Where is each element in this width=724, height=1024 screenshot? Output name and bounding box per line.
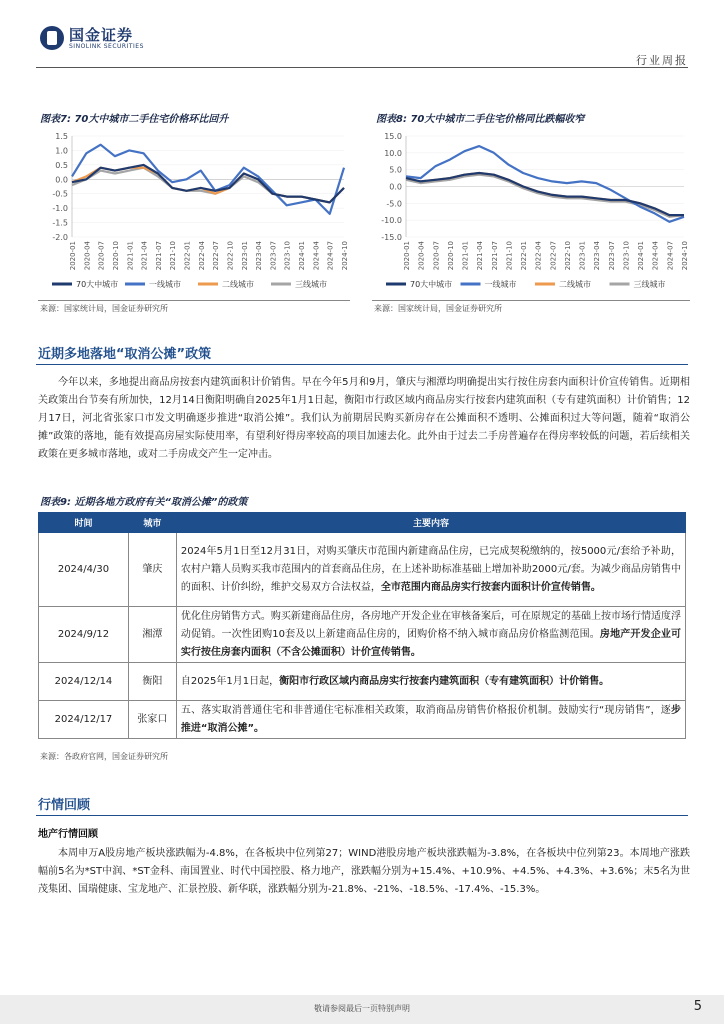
- figure8-x-tick-label: 2020-01: [403, 241, 411, 271]
- figure7-x-tick-label: 2022-07: [212, 241, 221, 271]
- figure7-x-tick-label: 2022-01: [183, 241, 192, 271]
- figure7-y-tick-label: -1.5: [52, 218, 68, 228]
- table-header-date: 时间: [39, 513, 129, 533]
- figure8-x-tick-label: 2022-07: [549, 241, 558, 271]
- policy-table: [38, 512, 686, 739]
- figure7-y-tick-label: 1.0: [55, 146, 68, 156]
- figure8-y-tick-label: 0.0: [389, 182, 402, 192]
- figure7-x-tick-label: 2021-04: [140, 241, 149, 271]
- figure7-legend-label: 一线城市: [149, 280, 181, 289]
- row-content-plain: 优化住房销售方式。购买新建商品住房，各房地产开发企业在审核备案后，可在原规定的基础上按市场行情适度浮动促销。一次性团购10套及以上新建商品住房的，团购价格不纳入城市商品房价格监测范围。: [180, 610, 681, 640]
- figure8-x-tick-label: 2021-07: [490, 241, 499, 271]
- table-row: [39, 533, 686, 607]
- figure7-y-tick-label: 0.0: [55, 175, 68, 185]
- figure7-y-tick-label: -1.0: [52, 204, 68, 214]
- figure7-source-divider: [38, 300, 350, 301]
- figure8-x-tick-label: 2021-10: [505, 241, 514, 271]
- figure8-x-tick-label: 2023-01: [578, 241, 587, 271]
- figure7-x-tick-label: 2020-07: [97, 241, 106, 271]
- row-date: 2024/12/17: [39, 701, 129, 739]
- header-divider: [36, 67, 688, 68]
- figure9-source: 来源：各政府官网，国金证券研究所: [40, 752, 168, 761]
- figure7-x-tick-label: 2024-10: [341, 241, 349, 271]
- figure8-legend-label: 三线城市: [633, 280, 666, 289]
- row-content: [176, 533, 685, 607]
- report-type: 行业周报: [636, 54, 688, 67]
- figure8-x-tick-label: 2020-10: [446, 241, 455, 271]
- table-row: [39, 663, 686, 701]
- figure7-legend-label: 70大中城市: [76, 280, 119, 289]
- figure8-x-tick-label: 2024-07: [666, 241, 675, 271]
- figure7-legend-label: 三线城市: [295, 280, 327, 289]
- figure7-x-tick-label: 2020-04: [83, 241, 92, 271]
- row-city: 湘潭: [128, 607, 176, 663]
- section-title-cancel-shared-area: 近期多地落地“取消公摊”政策: [38, 347, 212, 362]
- footer-disclaimer: 敬请参阅最后一页特别声明: [314, 1004, 410, 1013]
- figure8-y-tick-label: -5.0: [386, 199, 402, 209]
- figure8-chart: [372, 130, 690, 295]
- figure8-legend-label: 二线城市: [559, 280, 591, 289]
- figure8-x-tick-label: 2022-10: [563, 241, 572, 271]
- figure7-x-tick-label: 2022-10: [226, 241, 235, 271]
- page-header: [0, 0, 724, 70]
- row-city: 张家口: [128, 701, 176, 739]
- figure8-source-divider: [372, 300, 690, 301]
- figure7-y-tick-label: 0.5: [55, 160, 68, 170]
- row-date: 2024/9/12: [39, 607, 129, 663]
- row-content-bold: 房地产开发企业可实行按住房套内面积（不含公摊面积）计价宣传销售。: [180, 628, 681, 658]
- section-title-market-review: 行情回顾: [38, 798, 91, 813]
- row-city: 衡阳: [128, 663, 176, 701]
- figure7-x-tick-label: 2023-01: [240, 241, 249, 271]
- figure8-source: 来源：国家统计局，国金证券研究所: [374, 304, 502, 313]
- figure8-svg: [372, 130, 690, 295]
- company-logo: [40, 26, 144, 50]
- table-row: [39, 701, 686, 739]
- figure8-title: 图表8: 70大中城市二手住宅价格同比跌幅收窄: [376, 114, 585, 125]
- figure8-legend-label: 70大中城市: [410, 280, 453, 289]
- figure7-x-tick-label: 2023-07: [269, 241, 278, 271]
- row-content: [176, 607, 685, 663]
- figure7-x-tick-label: 2022-04: [197, 241, 206, 271]
- figure8-y-tick-label: 10.0: [384, 148, 402, 158]
- logo-name-cn: 国金证券: [69, 25, 134, 44]
- figure7-x-tick-label: 2023-10: [283, 241, 292, 271]
- table-header-content: 主要内容: [176, 513, 685, 533]
- figure8-x-tick-label: 2021-01: [461, 241, 470, 271]
- row-content-bold: 衡阳市行政区域内商品房实行按套内建筑面积（专有建筑面积）计价销售。: [279, 675, 610, 687]
- figure8-series-line: [406, 146, 684, 222]
- figure7-chart: [38, 130, 350, 295]
- figure8-x-tick-label: 2024-10: [681, 241, 689, 271]
- row-city: 肇庆: [128, 533, 176, 607]
- figure8-x-tick-label: 2021-04: [476, 241, 485, 271]
- table-header-row: [39, 513, 686, 533]
- row-content: [176, 663, 685, 701]
- figure7-x-tick-label: 2024-07: [326, 241, 335, 271]
- figure7-x-tick-label: 2021-01: [126, 241, 135, 271]
- row-content: [176, 701, 685, 739]
- figure8-legend-label: 一线城市: [484, 280, 517, 289]
- figure8-x-tick-label: 2022-01: [520, 241, 529, 271]
- row-content-bold: 步推进“取消公摊”。: [180, 704, 681, 734]
- figure7-x-tick-label: 2023-04: [255, 241, 264, 271]
- figure7-source: 来源：国家统计局，国金证券研究所: [40, 304, 168, 313]
- figure8-y-tick-label: -15.0: [381, 233, 402, 242]
- figure8-y-tick-label: 15.0: [384, 132, 402, 141]
- section2-paragraph: 本周申万A股房地产板块涨跌幅为-4.8%，在各板块中位列第27；WIND港股房地产板块涨跌幅为-3.8%，在各板块中位列第23。本周地产涨跌幅前5名为*ST中润、*ST金科、南国置业、时代中国控股、格力地产，涨跌幅分别为+15.4%、+10.9%、+4.5%、+4.3%、+3.6%；末5名为世茂集团、国瑞健康、宝龙地产、汇景控股、新华联，涨跌幅分别为-21.8%、-21%、-18.5%、-17.4%、-15.3%。: [38, 848, 690, 895]
- figure8-x-tick-label: 2024-04: [651, 241, 660, 271]
- row-content-plain: 2024年5月1日至12月31日，对购买肇庆市范围内新建商品住房，已完成契税缴纳的，按5000元/套给予补助，农村户籍人员购买我市范围内的首套商品住房，在上述补助标准基础上增加补助2000元/套。为减少商品房销售中的面积、计价纠纷，维护交易双方合法权益，: [180, 545, 681, 593]
- figure7-x-tick-label: 2020-01: [69, 241, 77, 271]
- figure7-y-tick-label: -2.0: [52, 233, 68, 242]
- figure7-y-tick-label: -0.5: [52, 189, 68, 199]
- figure8-series-line: [406, 175, 684, 217]
- row-date: 2024/4/30: [39, 533, 129, 607]
- figure7-legend-label: 二线城市: [222, 280, 254, 289]
- row-content-plain: 五、落实取消普通住宅和非普通住宅标准相关政策，取消商品房销售价格报价机制。鼓励实行“现房销售”，逐: [180, 704, 671, 716]
- table-header-city: 城市: [128, 513, 176, 533]
- figure7-title: 图表7: 70大中城市二手住宅价格环比回升: [40, 114, 229, 125]
- table-row: [39, 607, 686, 663]
- figure7-x-tick-label: 2024-01: [298, 241, 307, 271]
- page-number: 5: [693, 999, 702, 1014]
- figure7-x-tick-label: 2021-07: [154, 241, 163, 271]
- figure8-x-tick-label: 2020-04: [417, 241, 426, 271]
- figure7-y-tick-label: 1.5: [55, 132, 68, 141]
- figure8-x-tick-label: 2022-04: [534, 241, 543, 271]
- figure8-x-tick-label: 2023-10: [622, 241, 631, 271]
- section2-divider: [36, 815, 688, 816]
- figure8-y-tick-label: 5.0: [389, 165, 402, 175]
- figure8-x-tick-label: 2024-01: [637, 241, 646, 271]
- row-date: 2024/12/14: [39, 663, 129, 701]
- section1-paragraph: 今年以来，多地提出商品房按套内建筑面积计价销售。早在今年5月和9月，肇庆与湘潭均明确提出实行按住房套内面积计价宣传销售。近期相关政策出台节奏有所加快，12月14日衡阳明确自2025年1月1日起，衡阳市行政区域内商品房实行按套内建筑面积（专有建筑面积）计价销售；12月17日，河北省张家口市发文明确逐步推进“取消公摊”。我们认为前期居民购买新房存在公摊面积不透明、公摊面积过大等问题，随着“取消公摊”政策的落地，能有效提高房屋实际使用率，有望利好得房率较高的项目加速去化。此外由于过去二手房普遍存在得房率较低的问题，若后续相关政策在更多城市落地，或对二手房成交产生一定冲击。: [38, 377, 690, 460]
- figure8-x-tick-label: 2020-07: [432, 241, 441, 271]
- section1-divider: [36, 364, 688, 365]
- figure9-title: 图表9: 近期各地方政府有关“取消公摊”的政策: [40, 497, 248, 508]
- figure8-y-tick-label: -10.0: [381, 216, 402, 226]
- figure8-x-tick-label: 2023-04: [593, 240, 602, 271]
- page-footer: [0, 995, 724, 1024]
- row-content-bold: 全市范围内商品房实行按套内面积计价宣传销售。: [380, 581, 601, 593]
- figure7-series-line: [72, 165, 344, 203]
- figure7-svg: [38, 130, 350, 295]
- figure7-x-tick-label: 2021-10: [169, 241, 178, 271]
- logo-icon: [40, 26, 64, 50]
- subsection-title: 地产行情回顾: [38, 829, 98, 840]
- logo-name-en: SINOLINK SECURITIES: [69, 42, 144, 50]
- figure8-x-tick-label: 2023-07: [607, 241, 616, 271]
- row-content-plain: 自2025年1月1日起，: [180, 675, 280, 687]
- figure7-x-tick-label: 2024-04: [312, 241, 321, 271]
- figure7-x-tick-label: 2020-10: [111, 241, 120, 271]
